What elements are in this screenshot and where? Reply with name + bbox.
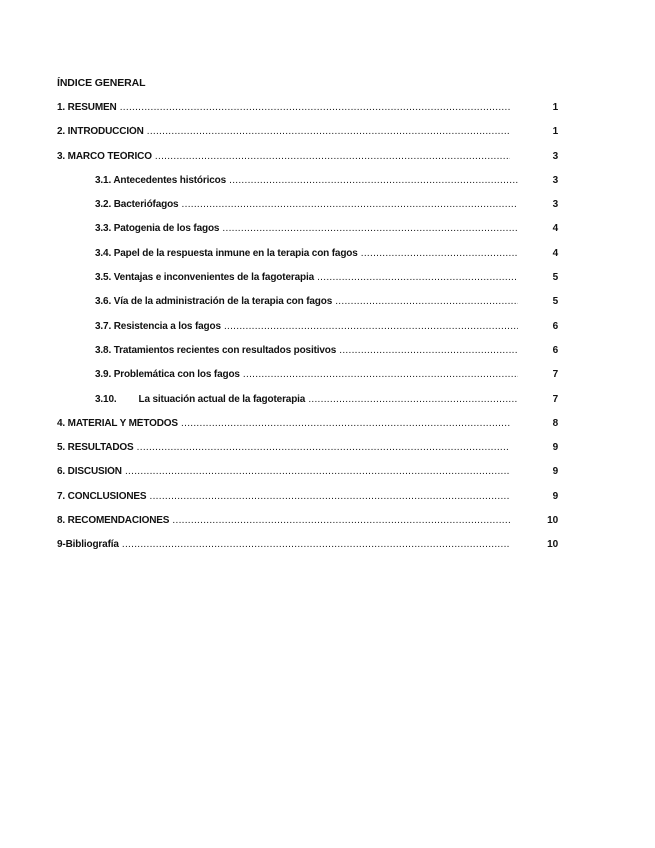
- toc-entry-page: 5: [552, 272, 558, 284]
- toc-entry-title: 3.4. Papel de la respuesta inmune en la terapia con fagos .....: [95, 248, 518, 260]
- toc-entry-resumen[interactable]: [0, 102, 655, 126]
- toc-entry-patogenia[interactable]: [0, 223, 655, 247]
- toc-entry-respuesta-inmune[interactable]: [0, 248, 655, 272]
- toc-list: [0, 102, 655, 564]
- toc-entry-marco-teorico[interactable]: [0, 151, 655, 175]
- toc-entry-title: 3.9. Problemática con los fagos .....: [95, 369, 518, 381]
- toc-entry-tratamientos[interactable]: [0, 345, 655, 369]
- toc-entry-page: 8: [552, 417, 558, 429]
- toc-entry-bacteriofagos[interactable]: [0, 199, 655, 223]
- toc-entry-title: [95, 394, 518, 406]
- toc-entry-via-administracion[interactable]: [0, 296, 655, 320]
- toc-entry-antecedentes[interactable]: [0, 175, 655, 199]
- toc-entry-page: 6: [552, 344, 558, 356]
- toc-entry-number: 3.10.: [95, 393, 117, 405]
- toc-entry-title: 3. MARCO TEÓRICO .....: [57, 151, 510, 163]
- toc-entry-problematica[interactable]: [0, 369, 655, 393]
- toc-entry-page: 1: [552, 126, 558, 138]
- toc-entry-text: La situación actual de la fagoterapia: [138, 393, 306, 405]
- toc-entry-situacion-actual[interactable]: [0, 394, 655, 418]
- toc-entry-title: 1. RESUMEN .....: [57, 102, 510, 114]
- toc-entry-page: 7: [552, 393, 558, 405]
- toc-entry-title: 3.2. Bacteriófagos .....: [95, 199, 518, 211]
- toc-entry-page: 9: [552, 466, 558, 478]
- toc-entry-resultados[interactable]: [0, 442, 655, 466]
- toc-entry-page: 7: [552, 369, 558, 381]
- toc-entry-page: 3: [552, 174, 558, 186]
- toc-entry-title: 3.1. Antecedentes históricos .....: [95, 175, 518, 187]
- toc-entry-page: 4: [552, 223, 558, 235]
- toc-entry-page: 9: [552, 490, 558, 502]
- toc-entry-title: 3.6. Vía de la administración de la terapia con fagos .....: [95, 296, 518, 308]
- toc-entry-title: 8. RECOMENDACIONES .....: [57, 515, 510, 527]
- toc-entry-page: 5: [552, 296, 558, 308]
- toc-entry-resistencia[interactable]: [0, 321, 655, 345]
- toc-entry-title: 3.7. Resistencia a los fagos .....: [95, 321, 518, 333]
- toc-entry-title: 6. DISCUSIÓN .....: [57, 466, 510, 478]
- toc-entry-title: 9-Bibliografía .....: [57, 539, 510, 551]
- toc-entry-conclusiones[interactable]: [0, 491, 655, 515]
- toc-entry-title: 3.3. Patogenia de los fagos .....: [95, 223, 518, 235]
- toc-entry-title: 7. CONCLUSIONES .....: [57, 491, 510, 503]
- toc-heading: ÍNDICE GENERAL: [57, 77, 146, 89]
- toc-entry-title: 5. RESULTADOS .....: [57, 442, 510, 454]
- toc-entry-page: 4: [552, 247, 558, 259]
- toc-entry-page: 3: [552, 199, 558, 211]
- toc-entry-page: 3: [552, 150, 558, 162]
- toc-entry-introduccion[interactable]: [0, 126, 655, 150]
- toc-entry-page: 1: [552, 102, 558, 113]
- toc-entry-material-metodos[interactable]: [0, 418, 655, 442]
- toc-entry-page: 9: [552, 442, 558, 454]
- toc-entry-title: 2. INTRODUCCIÓN .....: [57, 126, 510, 138]
- toc-entry-title: 3.8. Tratamientos recientes con resultados positivos .....: [95, 345, 518, 357]
- toc-entry-page: 10: [547, 539, 558, 551]
- toc-entry-discusion[interactable]: [0, 466, 655, 490]
- toc-entry-title: 3.5. Ventajas e inconvenientes de la fagoterapia .....: [95, 272, 518, 284]
- toc-entry-bibliografia[interactable]: [0, 539, 655, 563]
- toc-entry-page: 10: [547, 515, 558, 527]
- toc-entry-recomendaciones[interactable]: [0, 515, 655, 539]
- toc-entry-ventajas[interactable]: [0, 272, 655, 296]
- toc-entry-page: 6: [552, 320, 558, 332]
- toc-entry-title: 4. MATERIAL Y MÉTODOS .....: [57, 418, 510, 430]
